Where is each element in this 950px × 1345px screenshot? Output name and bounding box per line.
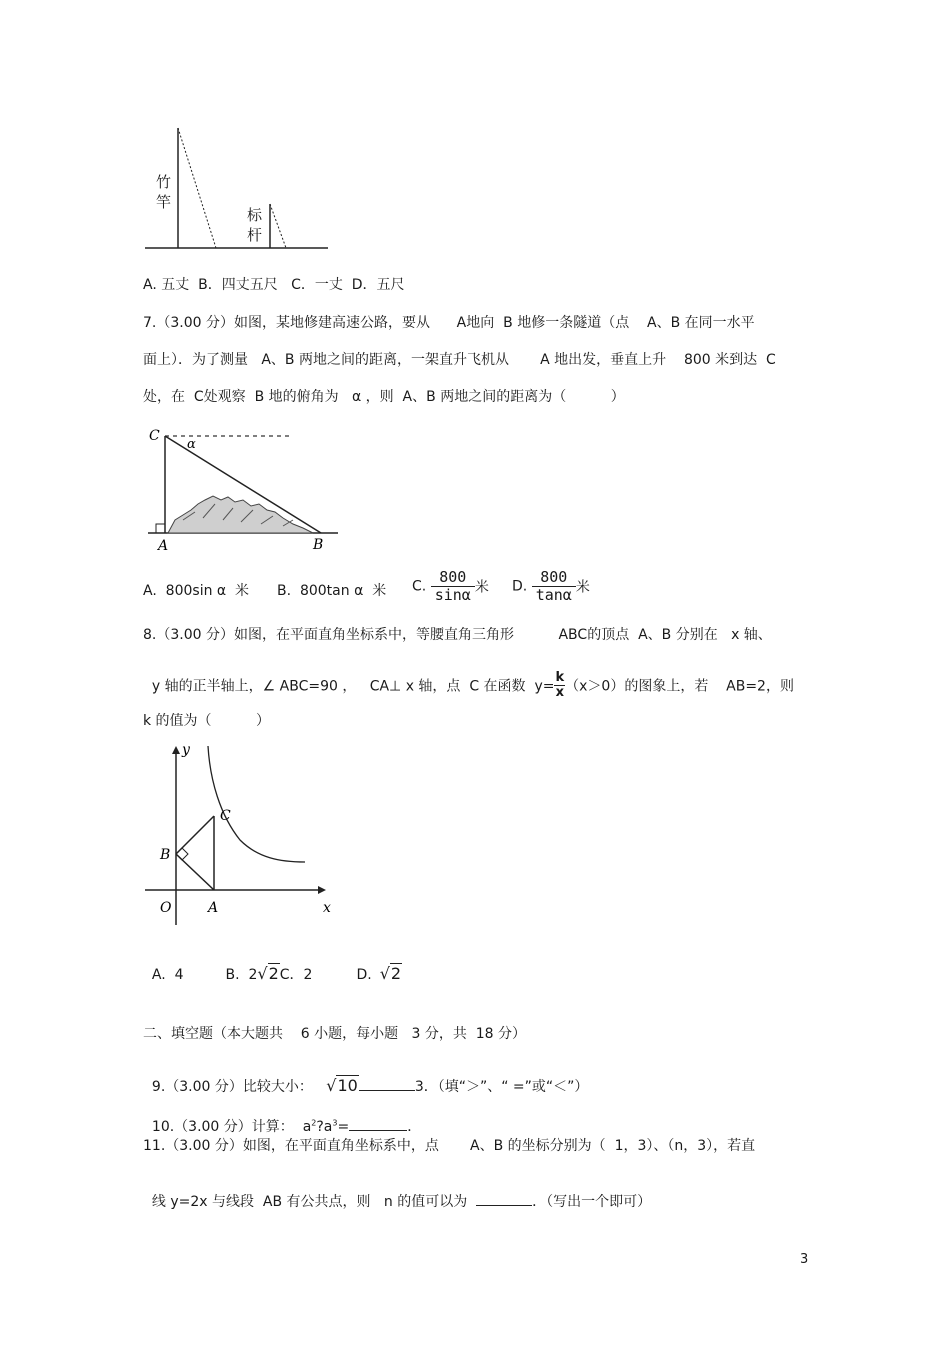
right-angle-mark (156, 524, 165, 533)
fig-label-B: B (313, 537, 324, 553)
q7-option-c (412, 569, 489, 604)
q9-answer-blank[interactable] (359, 1076, 415, 1091)
q11-line1: 11.（3.00 分）如图，在平面直角坐标系中，点 A、B 的坐标分别为（ 1，3）、（n，3），若直 (143, 1138, 756, 1154)
q7-line2: 面上）．为了测量 A、B 两地之间的距离，一架直升飞机从 A 地出发，垂直上升 800 米到达 C (143, 352, 776, 368)
q8-fraction-denominator: x (555, 685, 564, 700)
q7-option-c-denominator: sinα (434, 586, 471, 604)
q10-text-pre: 10.（3.00 分）计算： a (151, 1119, 312, 1135)
q11-line2-text-post: ．（写出一个即可） (532, 1194, 652, 1210)
q8-line3: k 的值为（ ） (143, 713, 271, 729)
q9-text-pre: 9.（3.00 分）比较大小： (151, 1079, 327, 1095)
x-axis-arrow (318, 886, 326, 894)
q9-radicand: 10 (337, 1076, 358, 1095)
bamboo-shadow-ray (178, 128, 216, 248)
q6-fig-label-pole: 标杆 (247, 206, 263, 244)
q10-exp-1: 2 (311, 1118, 317, 1128)
q11-line2-text-pre: 线 y=2x 与线段 AB 有公共点，则 n 的值可以为 (151, 1194, 477, 1210)
page-number: 3 (800, 1252, 809, 1267)
q8-figure (140, 740, 340, 930)
q7-option-c-unit: 米 (474, 579, 489, 596)
fig-label-A: A (158, 538, 169, 554)
q8-line2-text-a: y 轴的正半轴上，∠ ABC=90 ， CA⊥ x 轴，点 C 在函数 y= (151, 678, 555, 695)
fig-label-O: O (160, 900, 172, 916)
q7-option-d (512, 569, 590, 604)
q7-option-d-label: D. (512, 578, 528, 595)
q7-option-b: B. 800tan α 米 (277, 583, 387, 599)
q7-line1: 7.（3.00 分）如图，某地修建高速公路，要从 A地向 B 地修一条隧道（点 A、B 在同一水平 (143, 315, 755, 331)
fig-label-C: C (220, 808, 231, 824)
q9 (143, 1060, 588, 1096)
q8-option-d-sqrt: √2 (379, 964, 402, 983)
q7-option-c-fraction (431, 569, 475, 604)
q8-option-b-radicand: 2 (268, 964, 279, 983)
q8-option-b-sqrt: √2 (257, 964, 279, 983)
q10-exp-2: 3 (332, 1118, 338, 1128)
q10-text-mid: ?a (316, 1119, 333, 1135)
q7-option-c-numerator: 800 (431, 569, 475, 587)
q10-text-end: ． (407, 1119, 422, 1135)
q7-option-d-fraction (532, 569, 576, 604)
q7-line3: 处，在 C处观察 B 地的俯角为 α ，则 A、B 两地之间的距离为（ ） (143, 389, 625, 405)
q11-answer-blank[interactable] (476, 1191, 532, 1206)
q8-line2 (143, 655, 794, 700)
q6-options: A. 五丈 B．四丈五尺 C．一丈 D．五尺 (143, 277, 405, 293)
fig-label-alpha: α (187, 437, 196, 452)
fig-label-A: A (208, 900, 219, 916)
y-axis-arrow (172, 746, 180, 754)
q8-function-fraction (554, 671, 565, 700)
q8-option-a: A. 4 (151, 967, 184, 983)
fig-label-y: y (182, 742, 190, 758)
q8-option-b-pre: B. 2 (225, 967, 258, 983)
q8-fraction-numerator: k (555, 670, 565, 685)
q8-option-d-radicand: 2 (390, 964, 402, 983)
hyperbola-curve (208, 746, 305, 862)
q8-option-c: C．2 (279, 967, 313, 983)
fig-label-B: B (160, 847, 171, 863)
fig-label-C: C (149, 428, 160, 444)
fig-label-x: x (323, 900, 331, 916)
q7-option-d-denominator: tanα (535, 586, 572, 604)
q7-figure (143, 420, 343, 555)
q8-line1: 8.（3.00 分）如图，在平面直角坐标系中，等腰直角三角形 ABC的顶点 A、B 分别在 x 轴、 (143, 627, 772, 643)
right-angle-mark (176, 848, 188, 860)
q9-sqrt: √10 (326, 1076, 358, 1095)
q10 (143, 1100, 421, 1136)
q8-options (143, 948, 402, 984)
q7-option-d-numerator: 800 (532, 569, 576, 587)
q9-text-post: 3．（填“＞”、“ =”或“＜”） (414, 1079, 589, 1095)
q7-option-a: A. 800sin α 米 (143, 583, 250, 599)
q7-option-c-label: C. (412, 578, 427, 595)
q8-option-d-pre: D. (356, 967, 372, 983)
q8-line2-text-b: （x＞0）的图象上，若 AB=2，则 (565, 678, 794, 695)
q10-answer-blank[interactable] (349, 1116, 407, 1131)
q7-option-d-unit: 米 (575, 579, 590, 596)
q6-fig-label-bamboo: 竹竿 (156, 173, 172, 211)
q11-line2 (143, 1175, 651, 1211)
section-2-heading: 二、填空题（本大题共 6 小题，每小题 3 分，共 18 分） (143, 1026, 527, 1042)
marker-shadow-ray (270, 204, 286, 248)
q10-text-eq: = (337, 1119, 350, 1135)
